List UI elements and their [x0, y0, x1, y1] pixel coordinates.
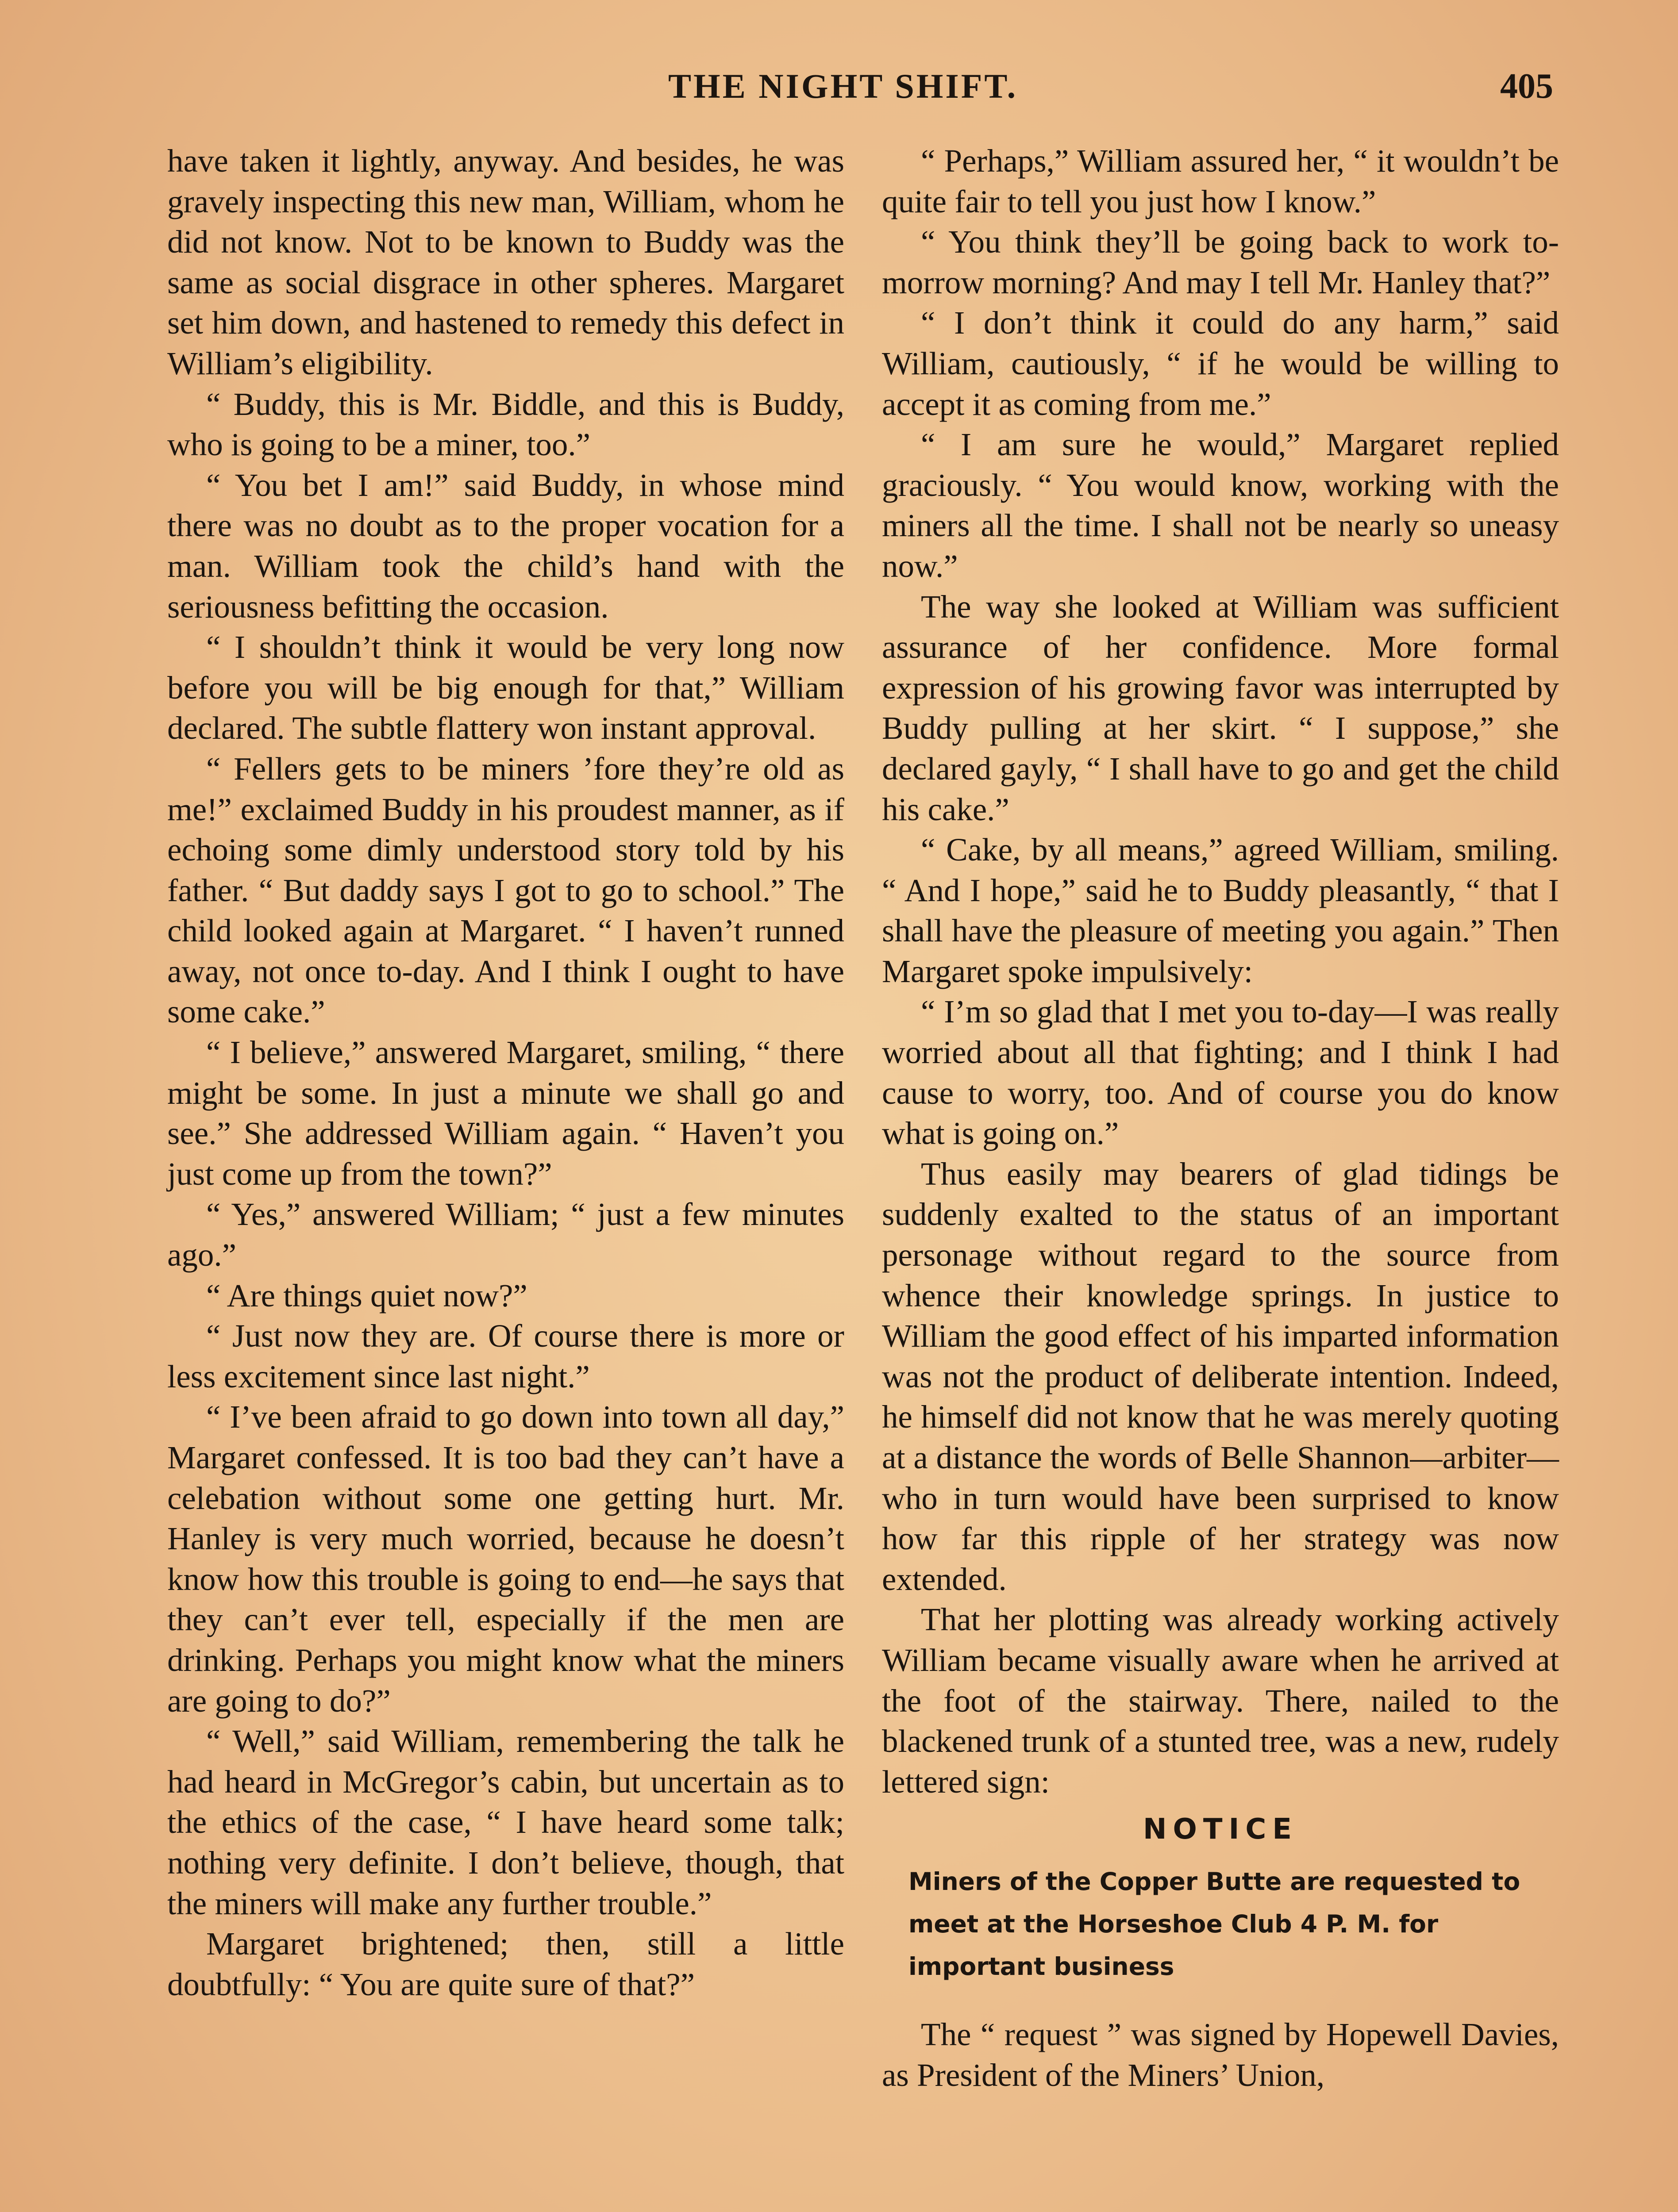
paragraph: “ I’m so glad that I met you to-day—I was really worried about all that fighting; and I think I had cause to worry, too. And of course you do know what is going on.”: [882, 994, 1559, 1152]
paragraph: “ Well,” said William, remembering the talk he had heard in McGregor’s cabin, but uncertain as to the ethics of the case, “ I have heard some talk; nothing very definite. I don’t believe, though, that the miners will make any further trouble.”: [167, 1723, 844, 1921]
paragraph: “ Are things quiet now?”: [206, 1277, 527, 1313]
left-column: [167, 141, 844, 2005]
paragraph: “ Cake, by all means,” agreed William, smiling. “ And I hope,” said he to Buddy pleasantly, “ that I shall have the pleasure of meeting you again.” Then Margaret spoke impulsively:: [882, 832, 1559, 989]
paragraph: “ Perhaps,” William assured her, “ it wouldn’t be quite fair to tell you just how I know.”: [882, 143, 1559, 219]
paragraph: “ Fellers gets to be miners ’fore they’re old as me!” exclaimed Buddy in his proudest manner, as if echoing some dimly understood story told by his father. “ But daddy says I got to go to school.” The child looked again at Margaret. “ I haven’t runned away, not once to-day. And I think I ought to have some cake.”: [167, 750, 844, 1030]
paragraph: Margaret brightened; then, still a little doubtfully: “ You are quite sure of that?”: [167, 1926, 844, 2002]
paragraph: “ Buddy, this is Mr. Biddle, and this is Buddy, who is going to be a miner, too.”: [167, 386, 844, 463]
paragraph: The “ request ” was signed by Hopewell Davies, as President of the Miners’ Union,: [882, 2016, 1559, 2093]
notice-body: Miners of the Copper Butte are requested to meet at the Horseshoe Club 4 P. M. for important business: [908, 1867, 1520, 1981]
notice-title: NOTICE: [1143, 1813, 1298, 1846]
paragraph: “ I shouldn’t think it would be very long now before you will be big enough for that,” William declared. The subtle flattery won instant approval.: [167, 629, 844, 746]
paragraph: “ I’ve been afraid to go down into town all day,” Margaret confessed. It is too bad they can’t have a celebation without some one getting hurt. Mr. Hanley is very much worried, because he doesn’t know how this trouble is going to end—he says that they can’t ever tell, especially if the men are drinking. Perhaps you might know what the miners are going to do?”: [167, 1399, 844, 1719]
paragraph: The way she looked at William was sufficient assurance of her confidence. More formal expression of his growing favor was interrupted by Buddy pulling at her skirt. “ I suppose,” she declared gayly, “ I shall have to go and get the child his cake.”: [882, 588, 1559, 827]
paragraph: “ I don’t think it could do any harm,” said William, cautiously, “ if he would be willing to accept it as coming from me.”: [882, 305, 1559, 422]
paragraph: “ You bet I am!” said Buddy, in whose mind there was no doubt as to the proper vocation for a man. William took the child’s hand with the seriousness befitting the occasion.: [167, 467, 844, 625]
paragraph: “ I believe,” answered Margaret, smiling, “ there might be some. In just a minute we shall go and see.” She addressed William again. “ Haven’t you just come up from the town?”: [167, 1034, 844, 1192]
paragraph: “ Just now they are. Of course there is more or less excitement since last night.”: [167, 1318, 844, 1394]
paragraph: That her plotting was already working actively William became visually aware when he arrived at the foot of the stairway. There, nailed to the blackened trunk of a stunted tree, was a new, rudely lettered sign:: [882, 1601, 1559, 1800]
paragraph: “ I am sure he would,” Margaret replied graciously. “ You would know, working with the miners all the time. I shall not be nearly so uneasy now.”: [882, 426, 1559, 584]
running-head: THE NIGHT SHIFT.: [668, 67, 1018, 105]
paragraph: “ You think they’ll be going back to work to-morrow morning? And may I tell Mr. Hanley that?”: [882, 224, 1559, 300]
paragraph: have taken it lightly, anyway. And besides, he was gravely inspecting this new man, William, whom he did not know. Not to be known to Buddy was the same as social disgrace in other spheres. Margaret set him down, and hastened to remedy this defect in William’s eligibility.: [167, 143, 844, 381]
page-number: 405: [1500, 67, 1553, 106]
paragraph: “ Yes,” answered William; “ just a few minutes ago.”: [167, 1196, 844, 1273]
paragraph: Thus easily may bearers of glad tidings be suddenly exalted to the status of an important personage without regard to the source from whence their knowledge springs. In justice to William the good effect of his imparted information was not the product of deliberate intention. Indeed, he himself did not know that he was merely quoting at a distance the words of Belle Shannon—arbiter—who in turn would have been surprised to know how far this ripple of her strategy was now extended.: [882, 1156, 1559, 1597]
right-column: [882, 141, 1559, 2096]
